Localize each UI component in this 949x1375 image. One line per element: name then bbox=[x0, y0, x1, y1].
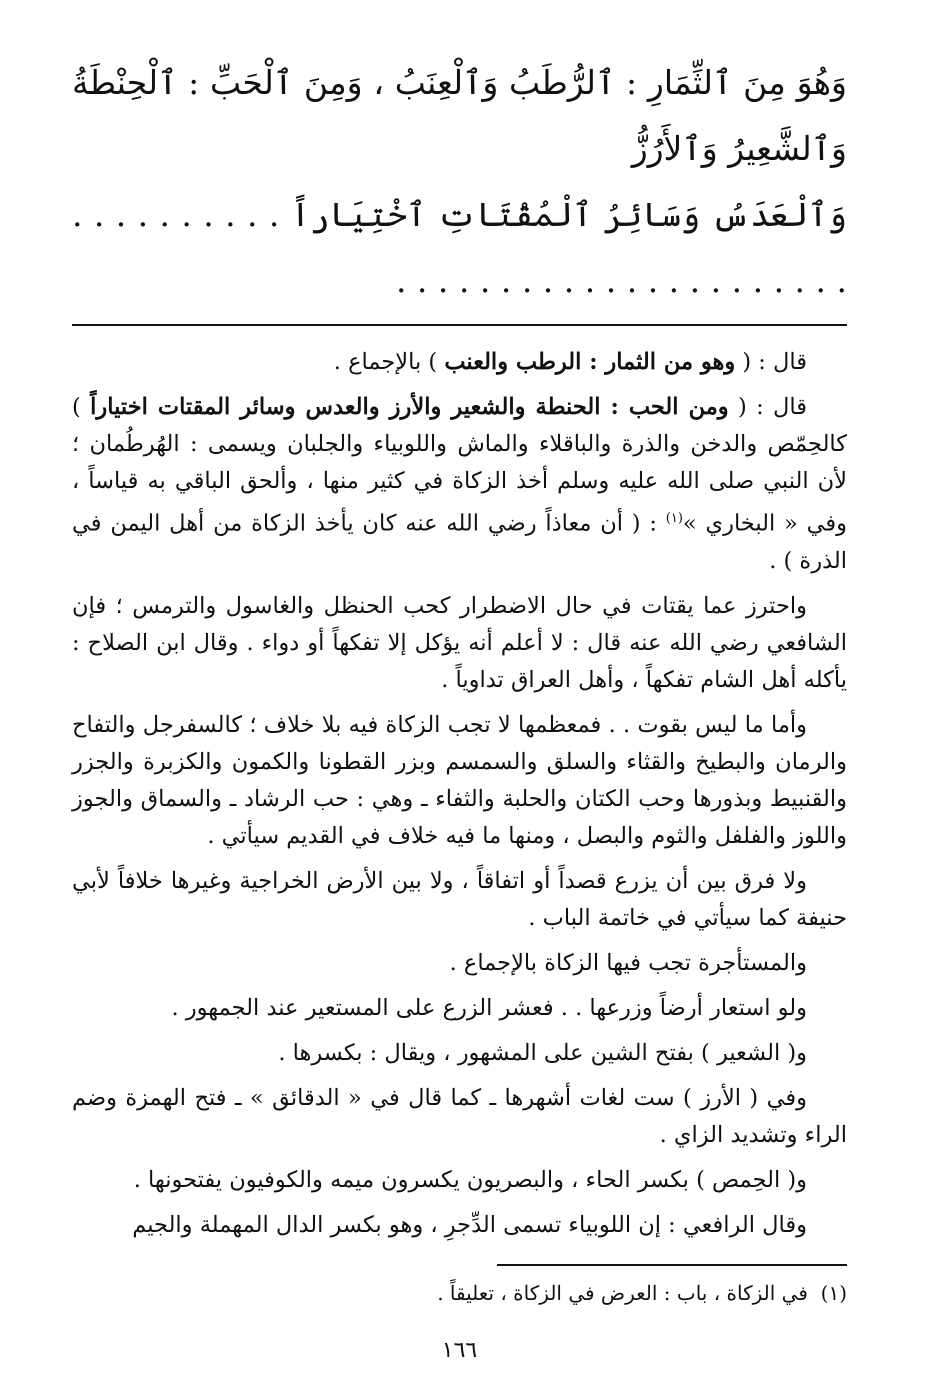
quote-suffix: ) بالإجماع . bbox=[333, 349, 445, 375]
footnote-reference: (١) bbox=[665, 511, 683, 526]
commentary-paragraph-5: ولا فرق بين أن يزرع قصداً أو اتفاقاً ، ولا بين الأرض الخراجية وغيرها خلافاً لأبي حنيفة كما سيأتي في خاتمة الباب . bbox=[72, 867, 847, 931]
commentary-block bbox=[72, 344, 847, 1244]
commentary-paragraph-7: ولو استعار أرضاً وزرعها . . فعشر الزرع على المستعير عند الجمهور . bbox=[171, 994, 807, 1021]
page-number: ١٦٦ bbox=[441, 1337, 478, 1363]
footnote-text: في الزكاة ، باب : العرض في الزكاة ، تعليقاً . bbox=[437, 1280, 808, 1305]
quote-suffix: ) bbox=[72, 394, 91, 420]
commentary-paragraph-6: والمستأجرة تجب فيها الزكاة بالإجماع . bbox=[449, 949, 807, 976]
commentary-paragraph-3: واحترز عما يقتات في حال الاضطرار كحب الحنظل والغاسول والترمس ؛ فإن الشافعي رضي الله عنه قال : لا أعلم أنه يؤكل إلا تفكهاً أو دواء . وقال ابن الصلاح : يأكله أهل الشام تفكهاً ، وأهل العراق تداوياً . bbox=[72, 592, 847, 693]
commentary-paragraph-4: وأما ما ليس بقوت . . فمعظمها لا تجب الزكاة فيه بلا خلاف ؛ كالسفرجل والتفاح والرمان والبطيخ والقثاء والسلق والسمسم وبزر القطونا والكمون والكزبرة والجزر والقنبيط وبذورها وحب الكتان والحلبة والثفاء ـ وهي : حب الرشاد ـ والسماق والجوز واللوز والفلفل والثوم والبصل ، ومنها ما فيه خلاف في القديم سيأتي . bbox=[72, 711, 847, 849]
commentary-paragraph-11: وقال الرافعي : إن اللوبياء تسمى الدِّجرِ ، وهو بكسر الدال المهملة والجيم bbox=[132, 1211, 807, 1238]
quoted-matn: ومن الحب : الحنطة والشعير والأرز والعدس وسائر المقتات اختياراً bbox=[90, 394, 729, 420]
footnote-separator-rule bbox=[497, 1264, 847, 1266]
commentary-text: كالحِمّص والدخن والذرة والباقلاء والماش واللوبياء والجلبان ويسمى : الهُرطُمان ؛ لأن النبي صلى الله عليه وسلم أخذ الزكاة في كثير منها ، وألحق الباقي به قياساً ، وفي « البخاري » bbox=[72, 431, 847, 537]
quote-prefix: قال : ( bbox=[735, 349, 807, 375]
commentary-paragraph-10: و( الحِمص ) بكسر الحاء ، والبصريون يكسرون ميمه والكوفيون يفتحونها . bbox=[133, 1166, 807, 1193]
matn-line-1: وَهُوَ مِنَ ٱلثِّمَارِ : ٱلرُّطَبُ وَٱلْعِنَبُ ، وَمِنَ ٱلْحَبِّ : ٱلْحِنْطَةُ وَٱلشَّعِيرُ وَٱلأَرُزُّ bbox=[72, 63, 847, 168]
commentary-text: : ( أن معاذاً رضي الله عنه كان يأخذ الزكاة من أهل اليمن في الذرة ) . bbox=[72, 510, 847, 574]
commentary-paragraph-9: وفي ( الأرز ) ست لغات أشهرها ـ كما قال في « الدقائق » ـ فتح الهمزة وضم الراء وتشديد الزاي . bbox=[72, 1084, 847, 1148]
matn-line-2: وَٱلْعَدَسُ وَسَائِرُ ٱلْمُقْتَاتِ ٱخْتِيَاراً . . . . . . . . . . . . . . . . . . . . . . . . . . . . . . . . bbox=[72, 195, 847, 300]
commentary-paragraph-1 bbox=[72, 344, 847, 381]
commentary-paragraph-8: و( الشعير ) بفتح الشين على المشهور ، ويقال : بكسرها . bbox=[278, 1039, 807, 1066]
matn-block bbox=[72, 50, 847, 314]
commentary-paragraph-2 bbox=[72, 389, 847, 580]
quote-prefix: قال : ( bbox=[728, 394, 807, 420]
footnote-number: (١) bbox=[820, 1280, 847, 1305]
footnote bbox=[72, 1276, 847, 1310]
quoted-matn: وهو من الثمار : الرطب والعنب bbox=[444, 349, 736, 375]
matn-separator-rule bbox=[72, 324, 847, 326]
book-page bbox=[72, 50, 847, 1363]
